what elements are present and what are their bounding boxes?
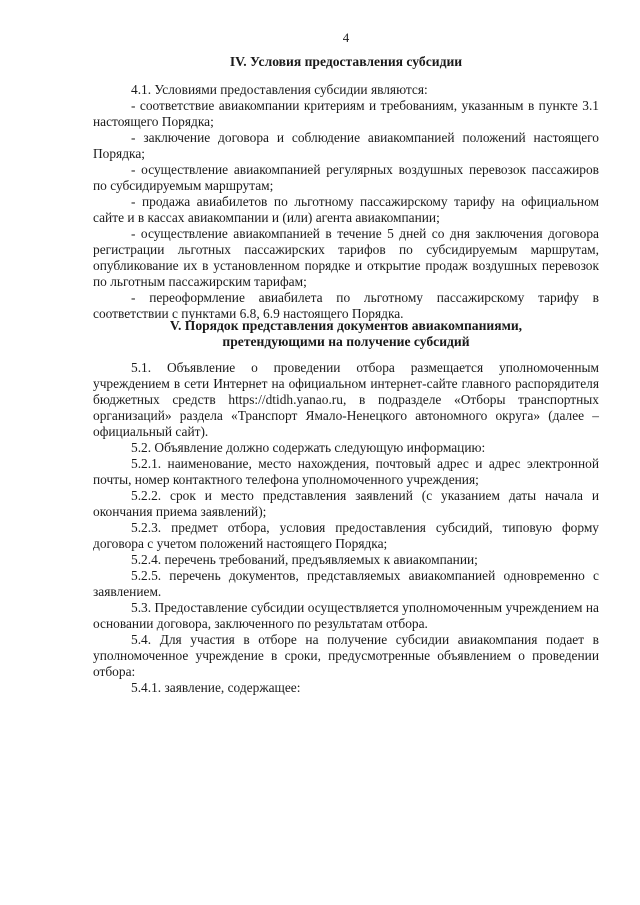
list-item: - заключение договора и соблюдение авиакомпанией положений настоящего Порядка; xyxy=(93,130,599,161)
list-item: - переоформление авиабилета по льготному пассажирскому тарифу в соответствии с пунктами 6.8, 6.9 настоящего Порядка. xyxy=(93,290,599,321)
paragraph: 4.1. Условиями предоставления субсидии являются: xyxy=(131,82,428,97)
section-iv-title: IV. Условия предоставления субсидии xyxy=(229,54,463,69)
list-item: - продажа авиабилетов по льготному пассажирскому тарифу на официальном сайте и в кассах авиакомпании и (или) агента авиакомпании; xyxy=(93,194,599,225)
section-v-title-line1: V. Порядок представления документов авиакомпаниями, xyxy=(169,318,523,333)
section-v-title-line2: претендующими на получение субсидий xyxy=(222,334,470,349)
paragraph: 5.1. Объявление о проведении отбора размещается уполномоченным учреждением в сети Интернет на официальном интернет-сайте главного распорядителя бюджетных средств https://dtidh.yanao.ru, в подразделе «Отборы транспортных организаций» раздела «Транспорт Ямало-Ненецкого автономного округа» (далее – официальный сайт). xyxy=(93,360,599,439)
section-iv-body xyxy=(93,82,599,322)
paragraph: 5.2.3. предмет отбора, условия предоставления субсидий, типовую форму договора с учетом положений настоящего Порядка; xyxy=(93,520,599,551)
list-item: - соответствие авиакомпании критериям и требованиям, указанным в пункте 3.1 настоящего Порядка; xyxy=(93,98,599,129)
paragraph: 5.2. Объявление должно содержать следующую информацию: xyxy=(131,440,486,455)
page-number: 4 xyxy=(342,30,350,45)
paragraph: 5.2.5. перечень документов, представляемых авиакомпанией одновременно с заявлением. xyxy=(93,568,599,599)
list-item: - осуществление авиакомпанией в течение 5 дней со дня заключения договора регистрации льготных пассажирских тарифов по субсидируемым маршрутам, опубликование их в установленном порядке и открытие продаж воздушных перевозок по льготным пассажирским тарифам; xyxy=(93,226,599,289)
paragraph: 5.3. Предоставление субсидии осуществляется уполномоченным учреждением на основании договора, заключенного по результатам отбора. xyxy=(93,600,599,631)
paragraph: 5.2.2. срок и место представления заявлений (с указанием даты начала и окончания приема заявлений); xyxy=(93,488,599,519)
section-v-body xyxy=(93,360,599,696)
section-v-title xyxy=(93,318,599,350)
paragraph: 5.2.1. наименование, место нахождения, почтовый адрес и адрес электронной почты, номер контактного телефона уполномоченного учреждения; xyxy=(93,456,599,487)
paragraph: 5.4.1. заявление, содержащее: xyxy=(131,680,301,695)
paragraph: 5.2.4. перечень требований, предъявляемых к авиакомпании; xyxy=(131,552,478,567)
list-item: - осуществление авиакомпанией регулярных воздушных перевозок пассажиров по субсидируемым маршрутам; xyxy=(93,162,599,193)
paragraph: 5.4. Для участия в отборе на получение субсидии авиакомпания подает в уполномоченное учреждение в сроки, предусмотренные объявлением о проведении отбора: xyxy=(93,632,599,679)
